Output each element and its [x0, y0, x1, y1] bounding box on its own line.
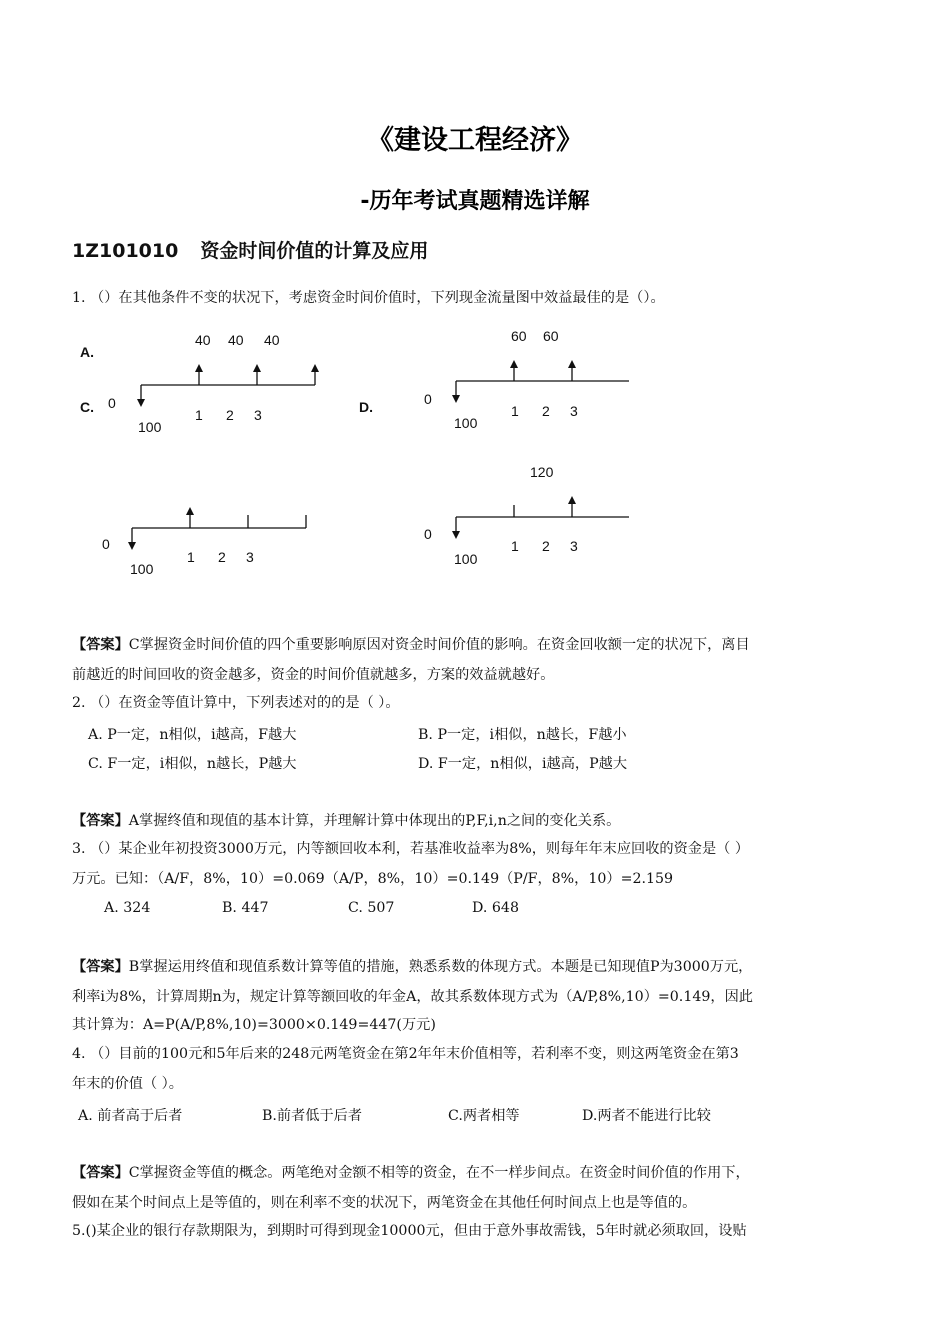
q4-option-a: A. 前者高于后者: [78, 1108, 183, 1124]
option-label-c: C.: [80, 399, 94, 415]
period-label: 2: [218, 549, 226, 565]
q3-answer-line: [72, 952, 880, 982]
section-name: 资金时间价值的计算及应用: [200, 240, 429, 262]
period-label: 3: [570, 403, 578, 419]
outflow-label: 100: [454, 551, 478, 567]
q2-option-c: C. F一定，i相似，n越长，P越大: [88, 756, 297, 772]
inflow-label: 60: [543, 328, 559, 344]
answer-tag: 【答案】: [72, 1165, 129, 1181]
answer-tag: 【答案】: [72, 637, 129, 653]
zero-label: 0: [424, 526, 432, 542]
period-label: 1: [511, 403, 519, 419]
period-label: 1: [195, 407, 203, 423]
cash-flow-diagram-b: [424, 328, 629, 431]
option-label-a: A.: [80, 344, 94, 360]
answer-text: A掌握终值和现值的基本计算，并理解计算中体现出的P,F,i,n之间的变化关系。: [128, 813, 621, 829]
q3-option-b: B. 447: [222, 900, 269, 916]
q4-answer-line: [72, 1158, 880, 1188]
q3-option-c: C. 507: [348, 900, 395, 916]
q2-option-b: B. P一定，i相似，n越长，F越小: [418, 727, 627, 743]
q4-answer-line: 假如在某个时间点上是等值的，则在利率不变的状况下，两笔资金在其他任何时间点上也是等值的。: [72, 1195, 697, 1211]
period-label: 1: [187, 549, 195, 565]
document-title: 《建设工程经济》: [367, 125, 583, 156]
inflow-label: 40: [195, 332, 211, 348]
answer-tag: 【答案】: [72, 813, 129, 829]
q3-answer-line: 其计算为：A=P(A/P,8%,10)=3000×0.149=447(万元): [72, 1017, 436, 1033]
period-label: 3: [246, 549, 254, 565]
q4-option-d: D.两者不能进行比较: [582, 1108, 711, 1124]
outflow-label: 100: [454, 415, 478, 431]
inflow-label: 40: [264, 332, 280, 348]
q3-option-a: A. 324: [104, 900, 151, 916]
cash-flow-diagram-c: [102, 511, 306, 577]
q3-stem-line: 3. （）某企业年初投资3000万元，内等额回收本利，若基准收益率为8%，则每年年末应回收的资金是（ ）: [72, 841, 750, 857]
q4-stem-line: 4. （）目前的100元和5年后来的248元两笔资金在第2年年末价值相等，若利率不变，则这两笔资金在第3: [72, 1046, 739, 1062]
cash-flow-diagrams: [0, 0, 950, 600]
period-label: 2: [226, 407, 234, 423]
inflow-label: 60: [511, 328, 527, 344]
option-label-d: D.: [359, 399, 373, 415]
q2-answer-line: [72, 806, 880, 836]
answer-text: C掌握资金等值的概念。两笔绝对金额不相等的资金，在不一样步间点。在资金时间价值的作用下，: [128, 1165, 750, 1181]
document-subtitle: -历年考试真题精选详解: [360, 189, 590, 214]
zero-label: 0: [424, 391, 432, 407]
q1-stem: 1. （）在其他条件不变的状况下，考虑资金时间价值时，下列现金流量图中效益最佳的是（）。: [72, 290, 665, 306]
answer-text: C掌握资金时间价值的四个重要影响原因对资金时间价值的影响。在资金回收额一定的状况下，离目: [128, 637, 750, 653]
period-label: 2: [542, 403, 550, 419]
q4-option-b: B.前者低于后者: [262, 1108, 363, 1124]
outflow-label: 100: [138, 419, 162, 435]
answer-text: B掌握运用终值和现值系数计算等值的措施，熟悉系数的体现方式。本题是已知现值P为3000万元，: [128, 959, 753, 975]
cash-flow-diagram-d: [424, 464, 629, 567]
outflow-label: 100: [130, 561, 154, 577]
period-label: 1: [511, 538, 519, 554]
period-label: 2: [542, 538, 550, 554]
cash-flow-diagram-a: [108, 332, 315, 435]
q1-answer-line: 前越近的时间回收的资金越多，资金的时间价值就越多，方案的效益就越好。: [72, 667, 555, 683]
q1-answer-line: [72, 630, 880, 660]
q2-option-d: D. F一定，n相似，i越高，P越大: [418, 756, 628, 772]
section-code: 1Z101010: [72, 240, 179, 262]
zero-label: 0: [102, 536, 110, 552]
answer-tag: 【答案】: [72, 959, 129, 975]
period-label: 3: [254, 407, 262, 423]
q4-option-c: C.两者相等: [448, 1108, 520, 1124]
q2-option-a: A. P一定，n相似，i越高，F越大: [88, 727, 297, 743]
period-label: 3: [570, 538, 578, 554]
q3-stem-line: 万元。已知：（A/F，8%，10）=0.069（A/P，8%，10）=0.149（P/F，8%，10）=2.159: [72, 871, 674, 887]
q4-stem-line: 年末的价值（ ）。: [72, 1076, 183, 1092]
q2-stem: 2. （）在资金等值计算中，下列表述对的的是（ ）。: [72, 695, 400, 711]
inflow-label: 40: [228, 332, 244, 348]
inflow-label: 120: [530, 464, 554, 480]
zero-label: 0: [108, 395, 116, 411]
q3-answer-line: 利率i为8%，计算周期n为，规定计算等额回收的年金A，故其系数体现方式为（A/P,8%,10）=0.149，因此: [72, 989, 753, 1005]
q5-stem: 5.()某企业的银行存款期限为，到期时可得到现金10000元，但由于意外事故需钱，5年时就必须取回，设贴: [72, 1223, 747, 1239]
q3-option-d: D. 648: [472, 900, 519, 916]
